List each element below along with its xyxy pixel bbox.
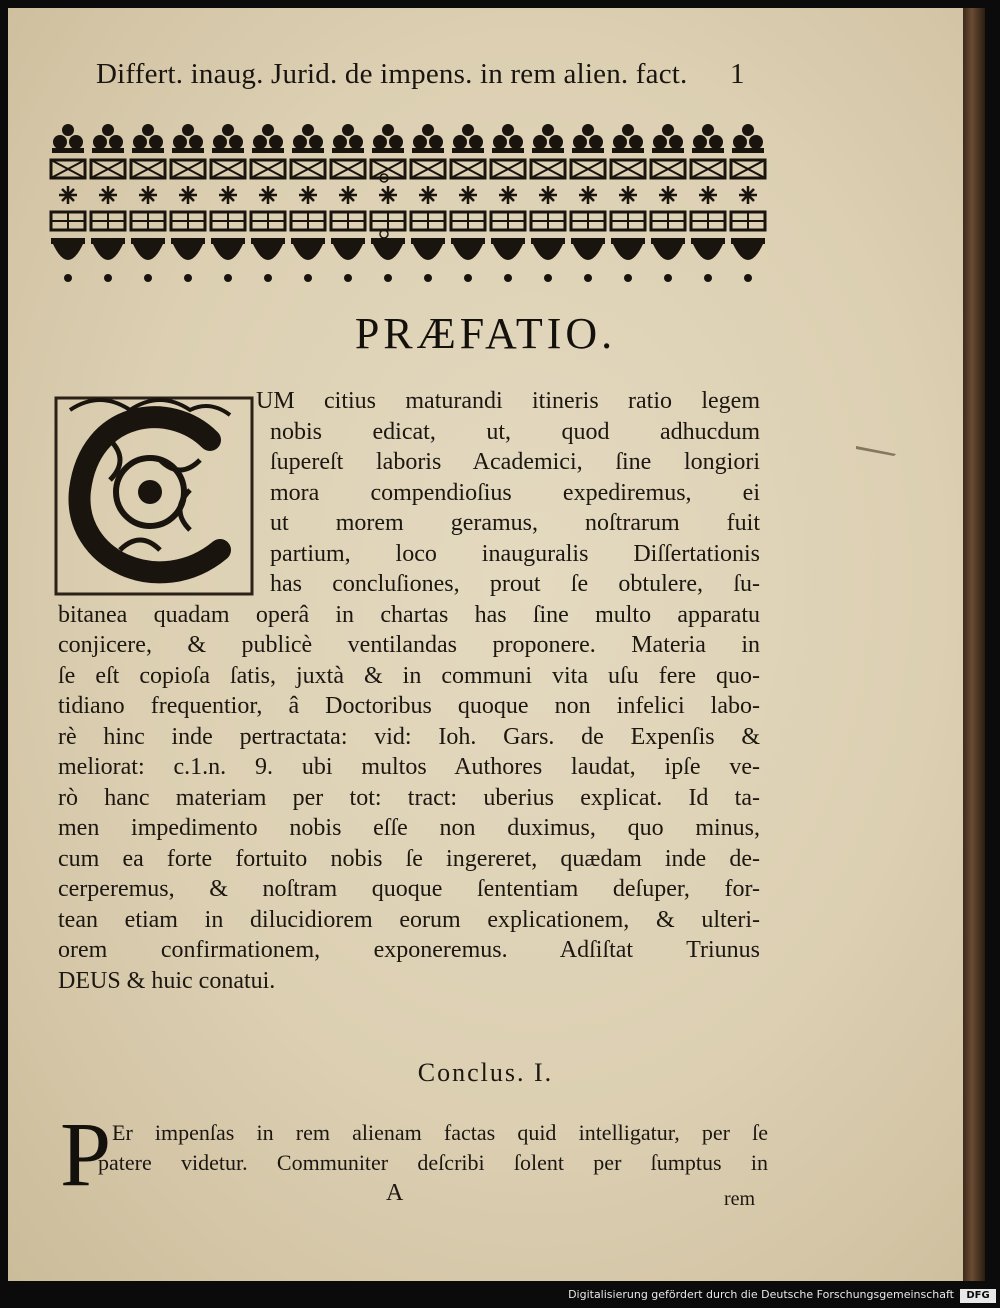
preface-line: meliorat: c.1.n. 9. ubi multos Authores laudat, ipſe ve- [58, 754, 760, 780]
preface-line: DEUS & huic conatui. [58, 967, 276, 994]
page-number: 1 [730, 58, 745, 90]
preface-line: nobis edicat, ut, quod adhucdum [270, 418, 760, 445]
book-spine-edge [963, 8, 985, 1281]
digitization-credit: Digitalisierung gefördert durch die Deutsche Forschungsgemeinschaft [568, 1288, 954, 1301]
preface-line: rò hanc materiam per tot: tract: uberius explicat. Id ta- [58, 784, 760, 811]
conclusion-line: Er impenſas in rem alienam factas quid intelligatur, per ſe [112, 1120, 768, 1145]
preface-line: cum ea forte fortuito nobis ſe ingereret, quædam inde de- [58, 845, 760, 872]
preface-line: ut morem geramus, noſtrarum fuit [270, 510, 760, 536]
preface-line: tean etiam in dilucidiorem eorum explicationem, & ulteri- [58, 906, 760, 933]
dfg-logo: DFG [960, 1289, 996, 1303]
preface-line: bitanea quadam operâ in chartas has ſine multo apparatu [58, 601, 760, 628]
preface-line: orem confirmationem, exponeremus. Adſiſtat Triunus [58, 937, 760, 963]
preface-line: ſupereſt laboris Academici, ſine longiori [270, 449, 760, 475]
drop-initial-p: P [60, 1103, 112, 1205]
catchword: rem [724, 1188, 756, 1210]
conclusion-line: patere videtur. Communiter deſcribi ſolent per ſumptus in [98, 1150, 768, 1175]
preface-line: ſe eſt copioſa ſatis, juxtà & in communi vita uſu fere quo- [58, 662, 760, 689]
preface-title: PRÆFATIO. [354, 309, 617, 358]
preface-line: men impedimento nobis eſſe non duximus, quo minus, [58, 815, 760, 841]
preface-line: mora compendioſius expediremus, ei [270, 479, 760, 506]
preface-line: has concluſiones, prout ſe obtulere, ſu- [270, 571, 760, 597]
signature-mark: A [386, 1180, 404, 1206]
preface-line: cerperemus, & noſtram quoque ſententiam deſuper, for- [58, 876, 760, 902]
woodcut-ornament-band [48, 116, 768, 296]
ink-stain [856, 442, 896, 456]
preface-line: UM citius maturandi itineris ratio legem [256, 388, 760, 414]
conclusion-heading: Conclus. I. [417, 1058, 554, 1087]
preface-line: conjicere, & publicè ventilandas proponere. Materia in [58, 632, 760, 658]
decorated-initial-c [50, 380, 260, 600]
preface-line: partium, loco inauguralis Diſſertationis [270, 540, 760, 567]
preface-line: tidiano frequentior, â Doctoribus quoque non infelici labo- [58, 693, 760, 719]
preface-line: rè hinc inde pertractata: vid: Ioh. Gars. de Expenſis & [58, 723, 760, 750]
running-title: Differt. inaug. Jurid. de impens. in rem alien. fact. [96, 58, 688, 90]
book-page [8, 8, 963, 1281]
